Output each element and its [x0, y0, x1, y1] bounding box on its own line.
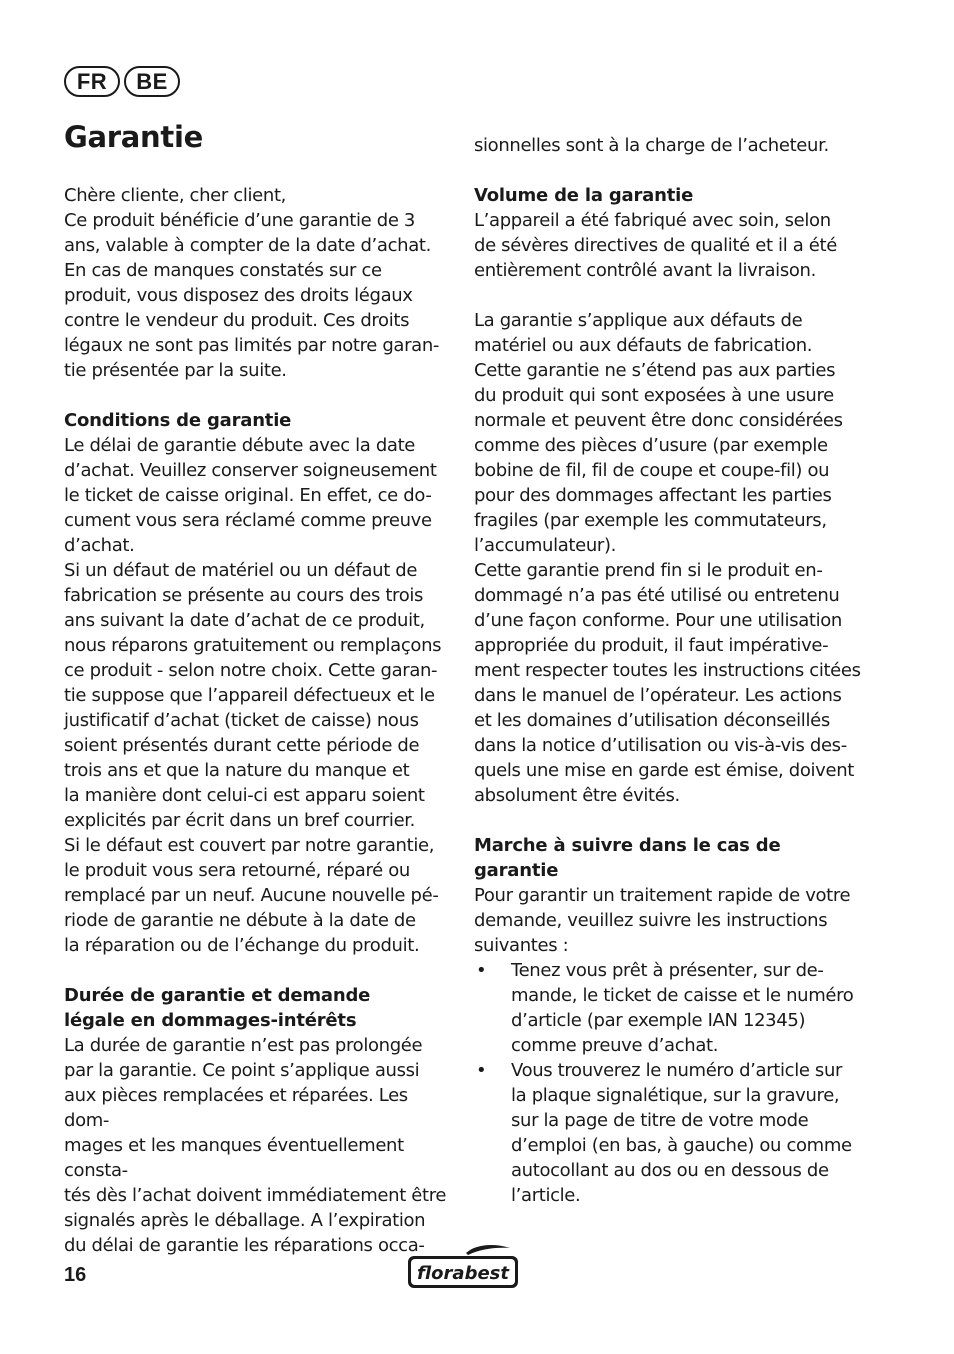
bullet-icon: • — [476, 960, 487, 981]
volume-heading: Volume de la garantie — [474, 185, 694, 206]
conditions-heading: Conditions de garantie — [64, 410, 292, 431]
volume-paragraph-2: La garantie s’applique aux défauts de matériel ou aux défauts de fabrication. Cette garantie ne s’étend pas aux parties du produit qui sont exposées à une usure normale et peuvent être donc considérées comme des pièces d’usure (par exemple bobine de fil, fil de coupe et coupe-fil) ou pour des dommages affectant les parties fragiles (par exemple les commutateurs, l’accumulateur). Cette garantie prend fin si le produit en- dommagé n’a pas été utilisé ou entretenu d’une façon conforme. Pour une utilisation appropriée du produit, il faut impérative- ment respecter toutes les instructions citées dans le manuel de l’opérateur. Les actions et les domaines d’utilisation déconseillés dans la notice d’utilisation ou vis-à-vis des- quels une mise en garde est émise, doivent absolument être évités. — [474, 310, 861, 806]
marche-paragraph: Pour garantir un traitement rapide de votre demande, veuillez suivre les instructions suivantes : — [474, 885, 851, 956]
right-column — [474, 133, 866, 1208]
list-item — [474, 958, 866, 1058]
marche-heading: Marche à suivre dans le cas de garantie — [474, 835, 781, 881]
bullet-icon: • — [476, 1060, 487, 1081]
duree-paragraph: La durée de garantie n’est pas prolongée par la garantie. Ce point s’applique aussi aux pièces remplacées et réparées. Les dom- mages et les manques éventuellement consta- tés dès l’achat doivent immédiatement être signalés après le déballage. A l’expiration du délai de garantie les réparations occa- — [64, 1035, 447, 1256]
intro-paragraph: Chère cliente, cher client, Ce produit bénéficie d’une garantie de 3 ans, valable à compter de la date d’achat. En cas de manques constatés sur ce produit, vous disposez des droits légaux contre le vendeur du produit. Ces droits légaux ne sont pas limités par notre garan- tie présentée par la suite. — [64, 185, 440, 381]
bullet-text-1: Tenez vous prêt à présenter, sur de- mande, le ticket de caisse et le numéro d’article (par exemple IAN 12345) comme preuve d’achat. — [511, 960, 854, 1056]
duree-heading: Durée de garantie et demande légale en dommages-intérêts — [64, 985, 371, 1031]
left-column — [64, 183, 454, 1258]
language-badges — [64, 66, 180, 97]
svg-text:florabest: florabest — [417, 1263, 509, 1284]
page-number: 16 — [64, 1264, 87, 1286]
florabest-logo — [406, 1244, 520, 1290]
list-item — [474, 1058, 866, 1208]
badge-fr: FR — [64, 66, 120, 97]
badge-be: BE — [124, 66, 180, 97]
page-title: Garantie — [64, 120, 203, 154]
bullet-text-2: Vous trouverez le numéro d’article sur la plaque signalétique, sur la gravure, sur la page de titre de votre mode d’emploi (en bas, à gauche) ou comme autocollant au dos ou en dessous de l’article. — [511, 1060, 852, 1206]
volume-paragraph-1: L’appareil a été fabriqué avec soin, selon de sévères directives de qualité et il a été entièrement contrôlé avant la livraison. — [474, 210, 837, 281]
conditions-paragraph: Le délai de garantie débute avec la date d’achat. Veuillez conserver soigneusement le ticket de caisse original. En effet, ce do- cument vous sera réclamé comme preuve d’achat. Si un défaut de matériel ou un défaut de fabrication se présente au cours des trois ans suivant la date d’achat de ce produit, nous réparons gratuitement ou remplaçons ce produit - selon notre choix. Cette garan- tie suppose que l’appareil défectueux et le justificatif d’achat (ticket de caisse) nous soient présentés durant cette période de trois ans et que la nature du manque et la manière dont celui-ci est apparu soient explicités par écrit dans un bref courrier. Si le défaut est couvert par notre garantie, le produit vous sera retourné, réparé ou remplacé par un neuf. Aucune nouvelle pé- riode de garantie ne débute à la date de la réparation ou de l’échange du produit. — [64, 435, 442, 956]
continuation-paragraph: sionnelles sont à la charge de l’acheteur. — [474, 135, 829, 156]
